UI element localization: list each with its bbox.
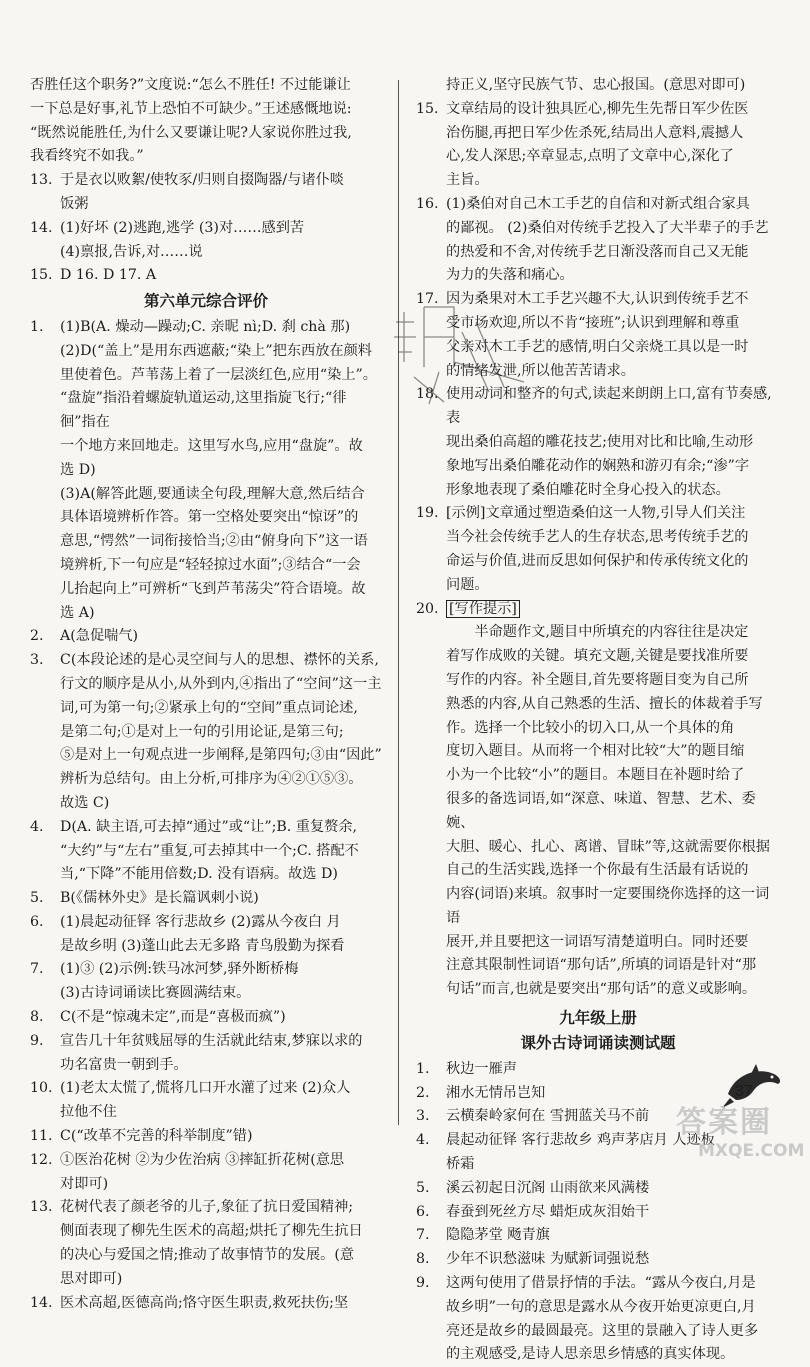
text-line: 受市场欢迎,所以不肯“接班”;认识到理解和尊重	[446, 314, 740, 331]
text-line: 的决心与爱国之情;推动了故事情节的发展。(意	[60, 1247, 355, 1264]
text-line: (3)A(解答此题,要通读全句段,理解大意,然后结合	[60, 485, 365, 502]
item-number: 17.	[416, 291, 439, 308]
item-text	[60, 1077, 382, 1125]
text-line: D 16. D 17. A	[60, 267, 157, 284]
answer-item	[30, 1292, 382, 1316]
item-text	[446, 1224, 780, 1248]
watermark-title: 答案圈	[676, 1105, 772, 1140]
text-line: 辨析为总结句。由上分析,可排序为④②①⑤③。	[60, 771, 363, 788]
answer-item	[30, 1006, 382, 1030]
text-line: 春蚕到死丝方尽 蜡炬成灰泪始干	[446, 1203, 650, 1220]
answer-item	[30, 1196, 382, 1291]
text-line: 桥霜	[446, 1156, 475, 1173]
item-text	[60, 958, 382, 1006]
text-line: ⑤是对上一句观点进一步阐释,是第四句;③由“因此”	[60, 747, 382, 764]
answer-item	[30, 816, 382, 887]
page-number: 37	[735, 1083, 753, 1100]
essay-line: 自己的生活实践,选择一个你最有生活最有话说的	[446, 862, 749, 879]
item-number: 18.	[416, 386, 439, 403]
item-number: 15.	[30, 267, 53, 284]
essay-line: 作。选择一个比较小的切入口,从一个具体的角	[446, 719, 735, 736]
essay-line: 很多的备选词语,如“深意、味道、智慧、艺术、委婉、	[446, 790, 756, 831]
text-line: 拉他不住	[60, 1104, 117, 1121]
item-text	[446, 1201, 780, 1225]
answer-item	[416, 1224, 780, 1248]
item-number: 13.	[30, 1199, 53, 1216]
item-text	[60, 217, 382, 265]
watermark-url: MXQE.COM	[698, 1141, 805, 1161]
answer-item	[416, 98, 780, 193]
text-line	[446, 598, 780, 622]
item-number: 4.	[416, 1132, 430, 1149]
text-line: 故选 C)	[60, 794, 110, 811]
continued-line: 持正义,坚守民族气节、忠心报国。(意思对即可)	[446, 77, 746, 93]
text-line: 因为桑果对木工手艺兴趣不大,认识到传统手艺不	[446, 291, 749, 308]
item-number: 8.	[416, 1251, 430, 1268]
answer-item	[30, 911, 382, 959]
answer-item	[416, 193, 780, 288]
text-line: C(“改革不完善的科举制度”错)	[60, 1128, 253, 1145]
text-line: (1)老太太慌了,慌将几口开水灌了过来 (2)众人	[60, 1080, 351, 1097]
item-text	[60, 1149, 382, 1197]
item-number: 12.	[30, 1151, 53, 1168]
section-title-unit6: 第六单元综合评价	[143, 292, 268, 311]
right-column	[416, 74, 780, 1367]
essay-line: 着写作成败的关键。填充文题,关键是要找准所要	[446, 648, 749, 665]
text-line: 具体语境辨析作答。第一空格处要突出“惊讶”的	[60, 509, 359, 526]
writing-tips-body	[416, 621, 780, 1002]
answer-item	[30, 958, 382, 1006]
text-line: 花树代表了颜老爷的儿子,象征了抗日爱国精神;	[60, 1199, 354, 1216]
text-line: (1)好坏 (2)逃跑,逃学 (3)对……感到苦	[60, 219, 305, 236]
item-number: 11.	[30, 1128, 53, 1145]
item-text	[446, 1272, 780, 1367]
essay-line: 半命题作文,题目中所填充的内容往往是决定	[474, 624, 749, 641]
text-line: 治伤腿,再把日军少佐杀死,结局出人意料,震撼人	[446, 124, 744, 141]
item-text	[60, 1196, 382, 1291]
text-line: 境辨析,下一句应是“轻轻掠过水面”;③结合“一会	[60, 556, 361, 573]
text-line: 父亲对木工手艺的感情,明白父亲烧工具以是一时	[446, 338, 749, 355]
answer-item	[416, 1248, 780, 1272]
answer-item	[30, 264, 382, 288]
item-text	[60, 1292, 382, 1316]
answer-item	[30, 217, 382, 265]
text-line: (1)B(A. 燥动—躁动;C. 亲昵 nì;D. 刹 chà 那)	[60, 318, 351, 335]
text-line: ①医治花树 ②为少佐治病 ③摔缸折花树(意思	[60, 1151, 345, 1168]
column-divider	[398, 80, 399, 1125]
item-number: 19.	[416, 505, 439, 522]
item-text	[60, 1006, 382, 1030]
item-text	[446, 598, 780, 622]
text-line: C(本段论述的是心灵空间与人的思想、襟怀的关系,	[60, 652, 379, 669]
essay-line: 熟悉的内容,从自己熟悉的生活、擅长的体裁着手写	[446, 695, 763, 712]
text-line: 功名富贵一朝到手。	[60, 1056, 188, 1073]
answer-item	[416, 1272, 780, 1367]
text-line: 思对即可)	[60, 1270, 123, 1287]
item-number: 15.	[416, 100, 439, 117]
item-text	[60, 1030, 382, 1078]
text-line: (3)古诗词诵读比赛圆满结束。	[60, 985, 251, 1002]
text-line: 对即可)	[60, 1175, 109, 1192]
item-text	[60, 1125, 382, 1149]
item-text	[60, 911, 382, 959]
text-line: 当,“下降”不能用倍数;D. 没有语病。故选 D)	[60, 866, 338, 883]
text-line: 于是衣以败絮/使牧豕/归则自掇陶器/与诸仆啖	[60, 172, 344, 189]
item-number: 13.	[30, 172, 53, 189]
text-line: 形象地表现了桑伯雕花时全身心投入的状态。	[446, 481, 730, 498]
answer-item	[416, 502, 780, 597]
text-line: 问题。	[446, 576, 489, 593]
item-number: 2.	[416, 1084, 430, 1101]
item-number: 10.	[30, 1080, 53, 1097]
text-line: 侧面表现了柳先生医术的高超;烘托了柳先生抗日	[60, 1223, 363, 1240]
text-line: (1)③ (2)示例:铁马冰河梦,驿外断桥梅	[60, 961, 299, 978]
text-line: A(急促喘气)	[60, 628, 139, 645]
answer-item	[30, 887, 382, 911]
text-line: 的鄙视。 (2)桑伯对传统手艺投入了大半辈子的手艺	[446, 219, 769, 236]
essay-line: 句话”而言,也就是要突出“那句话”的意义或影响。	[446, 981, 757, 998]
text-line: 当今社会传统手艺人的生存状态,思考传统手艺的	[446, 529, 749, 546]
answer-item	[416, 598, 780, 622]
text-line: 儿抬起向上”可辨析“飞到芦苇荡尖”符合语境。故	[60, 580, 366, 597]
text-line: 隐隐茅堂 飏青旗	[446, 1227, 550, 1244]
item-number: 9.	[30, 1032, 44, 1049]
item-number: 1.	[416, 1060, 430, 1077]
item-number: 20.	[416, 600, 439, 617]
text-line: 命运与价值,进而反思如何保护和传承传统文化的	[446, 552, 749, 569]
text-line: 象地写出桑伯雕花动作的娴熟和游刃有余;“渗”字	[446, 457, 750, 474]
item-text	[60, 169, 382, 217]
left-column	[30, 74, 382, 1315]
text-line: 晨起动征铎 客行悲故乡 鸡声茅店月 人迹板	[446, 1132, 715, 1149]
item-number: 2.	[30, 628, 44, 645]
text-line: 医术高超,医德高尚;恪守医生职责,救死扶伤;坚	[60, 1294, 349, 1311]
intro-line: 我看终究不如我。”	[30, 148, 144, 165]
item-text	[446, 98, 780, 193]
item-number: 9.	[416, 1275, 430, 1292]
text-line: [示例]文章通过塑造桑伯这一人物,引导人们关注	[446, 505, 746, 522]
answer-item	[30, 1077, 382, 1125]
handwritten-stamp-mark	[384, 292, 534, 412]
item-text	[60, 264, 382, 288]
text-line: 溪云初起日沉阁 山雨欲来风满楼	[446, 1179, 650, 1196]
text-line: (2)D(“盖上”是用东西遮蔽;“染上”把东西放在颜料	[60, 342, 372, 359]
text-line: 的主观感受,是诗人思亲思乡情感的真实体现。	[446, 1346, 735, 1363]
answer-item	[30, 649, 382, 816]
essay-line: 展开,并且要把这一词语写清楚道明白。同时还要	[446, 933, 749, 950]
text-line: C(不是“惊魂未定”,而是“喜极而疯”)	[60, 1009, 286, 1026]
item-number: 3.	[416, 1108, 430, 1125]
text-line: “盘旋”指沿着螺旋轨道运动,这里指旋飞行;“徘徊”指在	[60, 390, 347, 431]
essay-line: 内容(词语)来填。叙事时一定要围绕你选择的这一词语	[446, 886, 770, 926]
item-number: 14.	[30, 1294, 53, 1311]
text-line: 主旨。	[446, 172, 489, 189]
intro-line: 一下总是好事,礼节上恐怕不可缺少。”王述感慨地说:	[30, 100, 352, 117]
text-line: (4)禀报,告诉,对……说	[60, 243, 203, 260]
essay-line: 小为一个比较“小”的题目。本题目在补题时给了	[446, 767, 745, 784]
item-number: 8.	[30, 1009, 44, 1026]
item-number: 7.	[416, 1227, 430, 1244]
text-line: 里使着色。芦苇荡上着了一层淡红色,应用“染上”。	[60, 366, 377, 383]
text-line: 是故乡明 (3)蓬山此去无多路 青鸟殷勤为探看	[60, 937, 345, 954]
answer-item	[30, 169, 382, 217]
answer-item	[30, 1030, 382, 1078]
item-number: 4.	[30, 818, 44, 835]
item-text	[446, 1248, 780, 1272]
text-line: 文章结局的设计独具匠心,柳先生先帮日军少佐医	[446, 100, 749, 117]
text-line: 词,可为第一句;②紧承上句的“空间”重点词论述,	[60, 699, 358, 716]
item-text	[60, 887, 382, 911]
item-text	[446, 502, 780, 597]
text-line: 少年不识愁滋味 为赋新词强说愁	[446, 1251, 650, 1268]
text-line: 宣告几十年贫贱屈辱的生活就此结束,梦寐以求的	[60, 1032, 363, 1049]
text-line: 秋边一雁声	[446, 1060, 517, 1077]
text-line: 现出桑伯高超的雕花技艺;使用对比和比喻,生动形	[446, 433, 754, 450]
item-text	[60, 816, 382, 887]
item-text	[60, 625, 382, 649]
text-line: 是第二句;①是对上一句的引用论证,是第三句;	[60, 723, 344, 740]
item-number: 5.	[416, 1179, 430, 1196]
writing-tips-tag: [写作提示]	[446, 600, 520, 618]
essay-line: 度切入题目。从而将一个相对比较“大”的题目缩	[446, 743, 745, 760]
intro-line: 否胜任这个职务?”文度说:“怎么不胜任! 不过能谦让	[30, 77, 351, 93]
intro-line: “既然说能胜任,为什么又要谦让呢?人家说你胜过我,	[30, 124, 352, 141]
item-text	[446, 193, 780, 288]
answer-item	[416, 1177, 780, 1201]
text-line: 选 A)	[60, 604, 95, 621]
text-line: 这两句使用了借景抒情的手法。“露从今夜白,月是	[446, 1275, 756, 1292]
item-number: 6.	[416, 1203, 430, 1220]
text-line: 故乡明”一句的意思是露水从今夜开始更凉更白,月	[446, 1298, 756, 1315]
text-line: 亮还是故乡的最圆最亮。这里的景融入了诗人更多	[446, 1322, 759, 1339]
section-title-grade9: 九年级上册	[559, 1009, 637, 1028]
text-line: D(A. 缺主语,可去掉“通过”或“让”;B. 重复赘余,	[60, 818, 358, 835]
answer-item	[416, 1201, 780, 1225]
text-line: “大约”与“左右”重复,可去掉其中一个;C. 搭配不	[60, 842, 359, 859]
item-number: 7.	[30, 961, 44, 978]
text-line: 饭粥	[60, 195, 89, 212]
text-line: (1)晨起动征铎 客行悲故乡 (2)露从今夜白 月	[60, 913, 341, 930]
text-line: 一个地方来回地走。这里写水鸟,应用“盘旋”。故	[60, 437, 363, 454]
answer-item	[30, 1149, 382, 1197]
text-line: 的热爱和不舍,对传统手艺日渐没落而自己又无能	[446, 243, 749, 260]
item-text	[446, 1177, 780, 1201]
item-number: 1.	[30, 318, 44, 335]
text-line: 选 D)	[60, 461, 96, 478]
answer-item	[30, 1125, 382, 1149]
item-text	[60, 316, 382, 625]
essay-line: 注意其限制性词语“那句话”,所填的词语是针对“那	[446, 957, 757, 974]
essay-line: 写作的内容。补全题目,首先要将题目变为自己所	[446, 671, 749, 688]
answer-item	[30, 625, 382, 649]
text-line: 湘水无情吊岂知	[446, 1084, 546, 1101]
item-number: 6.	[30, 913, 44, 930]
text-line: 心,发人深思;卒章显志,点明了文章中心,深化了	[446, 148, 734, 165]
text-line: B(《儒林外史》是长篇讽刺小说)	[60, 890, 259, 907]
text-line: 的情绪发泄,所以他苦苦请求。	[446, 362, 635, 379]
section-subtitle-poetry: 课外古诗词诵读测试题	[520, 1034, 676, 1053]
item-number: 14.	[30, 219, 53, 236]
text-line: 意思,“愕然”一词衔接恰当;②由“俯身向下”这一语	[60, 533, 368, 550]
text-line: (1)桑伯对自己木工手艺的自信和对新式组合家具	[446, 195, 750, 212]
item-number: 5.	[30, 890, 44, 907]
item-text	[60, 649, 382, 816]
item-number: 3.	[30, 652, 44, 669]
text-line: 行文的顺序是从小,从外到内,④指出了“空间”这一主	[60, 675, 382, 692]
essay-line: 大胆、暖心、扎心、离谱、冒昧”等,这就需要你根据	[446, 838, 770, 855]
answer-item	[30, 316, 382, 625]
item-number: 16.	[416, 195, 439, 212]
text-line: 为力的失落和痛心。	[446, 267, 574, 284]
watermark-logo	[676, 1105, 806, 1171]
text-line: 使用动词和整齐的句式,读起来朗朗上口,富有节奏感,表	[446, 386, 772, 427]
text-line: 云横秦岭家何在 雪拥蓝关马不前	[446, 1108, 650, 1125]
